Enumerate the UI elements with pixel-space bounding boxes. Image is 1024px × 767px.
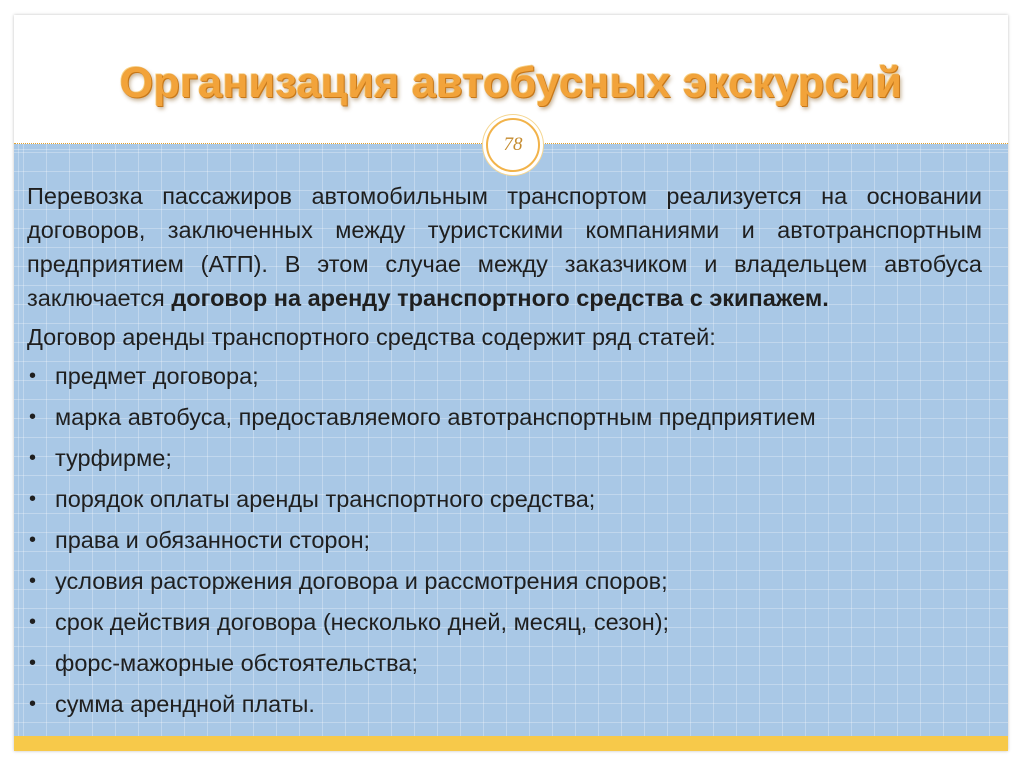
list-item	[27, 523, 982, 564]
list-item-text: предмет договора;	[55, 363, 259, 389]
bullet-icon: •	[29, 365, 37, 387]
list-item-text: марка автобуса, предоставляемого автотранспортным предприятием	[55, 404, 816, 430]
list-item-text: турфирме;	[55, 445, 172, 471]
intro-bold-text: договор на аренду транспортного средства с экипажем.	[171, 285, 829, 311]
list-item	[27, 605, 982, 646]
bullet-list	[27, 359, 982, 728]
list-item	[27, 441, 982, 482]
bullet-icon: •	[29, 693, 37, 715]
slide-title: Организация автобусных экскурсий	[119, 59, 903, 107]
intro-text: Перевозка пассажиров автомобильным транспортом реализуется на основании договоров, заключенных между туристскими компаниями и автотранспортным предприятием (АТП). В этом случае между заказчиком и владельцем автобуса заключается	[27, 183, 982, 311]
bullet-icon: •	[29, 570, 37, 592]
list-item-text: форс-мажорные обстоятельства;	[55, 650, 418, 676]
list-item-text: сумма арендной платы.	[55, 691, 315, 717]
bullet-icon: •	[29, 447, 37, 469]
bullet-icon: •	[29, 406, 37, 428]
slide-content	[27, 179, 982, 728]
list-item-text: условия расторжения договора и рассмотрения споров;	[55, 568, 668, 594]
bullet-icon: •	[29, 652, 37, 674]
content-panel	[14, 144, 1008, 736]
slide-frame	[14, 15, 1008, 751]
list-item-text: права и обязанности сторон;	[55, 527, 371, 553]
bullet-icon: •	[29, 611, 37, 633]
list-item	[27, 646, 982, 687]
lead-sentence: Договор аренды транспортного средства содержит ряд статей:	[27, 324, 716, 350]
list-item	[27, 564, 982, 605]
list-item	[27, 482, 982, 523]
list-item-text: порядок оплаты аренды транспортного средства;	[55, 486, 596, 512]
list-item	[27, 359, 982, 400]
list-item-text: срок действия договора (несколько дней, месяц, сезон);	[55, 609, 670, 635]
list-item	[27, 687, 982, 728]
bullet-icon: •	[29, 488, 37, 510]
page-number-badge: 78	[486, 118, 540, 172]
list-item	[27, 400, 982, 441]
bullet-icon: •	[29, 529, 37, 551]
intro-paragraph	[27, 179, 982, 315]
